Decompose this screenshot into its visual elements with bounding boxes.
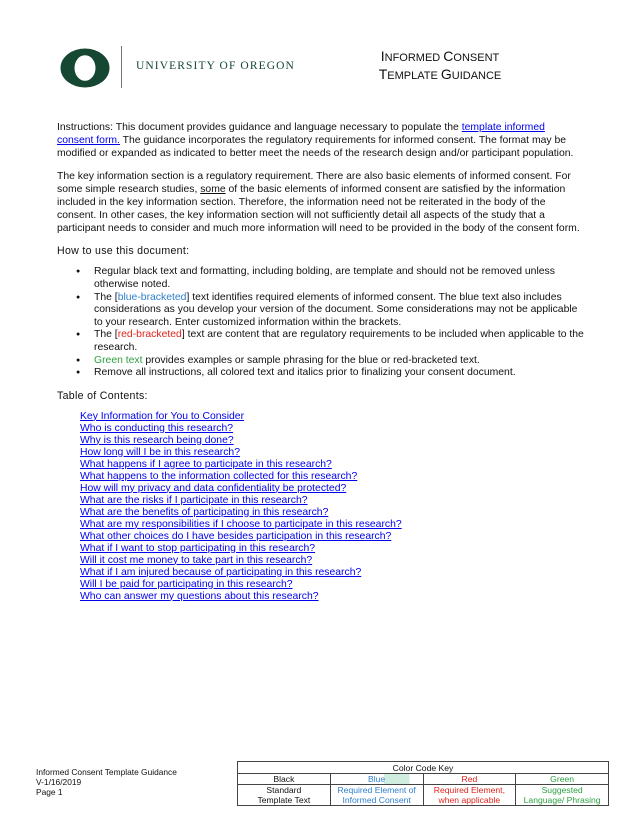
toc-link[interactable]: Who can answer my questions about this research? bbox=[80, 590, 319, 602]
color-key-black-description: Standard Template Text bbox=[238, 785, 331, 806]
toc-link[interactable]: What are the risks if I participate in this research? bbox=[80, 494, 308, 506]
toc-link[interactable]: How long will I be in this research? bbox=[80, 446, 240, 458]
toc-link[interactable]: Will it cost me money to take part in this research? bbox=[80, 554, 313, 566]
instructions-paragraph: Instructions: This document provides guidance and language necessary to populate the template informed consent form. The guidance incorporates the regulatory requirements for informed consent. The format may be modified or expanded as indicated to better meet the needs of the research design and/or participant population. bbox=[57, 122, 574, 159]
toc-link[interactable]: Why is this research being done? bbox=[80, 434, 234, 446]
color-key-red-description: Required Element, when applicable bbox=[423, 785, 516, 806]
toc-link[interactable]: What happens if I agree to participate in this research? bbox=[80, 458, 332, 470]
document-title-line-2: TEMPLATE GUIDANCE bbox=[378, 66, 502, 82]
university-name: UNIVERSITY OF OREGON bbox=[136, 60, 295, 72]
color-key-blue-description: Required Element of Informed Consent bbox=[330, 785, 423, 806]
color-key-caption: Color Code Key bbox=[238, 762, 609, 774]
template-form-link[interactable]: template informed consent form. bbox=[57, 122, 545, 146]
toc-link[interactable]: What other choices do I have besides participation in this research? bbox=[80, 530, 392, 542]
how-to-list bbox=[57, 266, 584, 379]
color-key-green-header: Green bbox=[516, 774, 609, 785]
how-to-heading: How to use this document: bbox=[57, 245, 190, 258]
toc-link[interactable]: What are my responsibilities if I choose to participate in this research? bbox=[80, 518, 402, 530]
color-code-key-table bbox=[237, 761, 609, 806]
color-key-red-header: Red bbox=[423, 774, 516, 785]
table-of-contents bbox=[57, 411, 584, 603]
how-to-item: ● Green text provides examples or sample phrasing for the blue or red-bracketed text. bbox=[57, 355, 584, 368]
toc-link[interactable]: What if I am injured because of participating in this research? bbox=[80, 566, 362, 578]
toc-link[interactable]: Key Information for You to Consider bbox=[80, 410, 245, 422]
color-key-black-header: Black bbox=[238, 774, 331, 785]
key-information-paragraph: The key information section is a regulatory requirement. There are also basic elements of informed consent. For some simple research studies, some of the basic elements of informed consent are satisfied by the information included in the key information section. Therefore, the information need not be reiterated in the body of the consent. In other cases, the key information section will not sufficiently detail all aspects of the study that a participant needs to consider and much more information will need to be provided in the body of the consent form. bbox=[57, 171, 580, 234]
toc-link[interactable]: Will I be paid for participating in this research? bbox=[80, 578, 293, 590]
toc-link[interactable]: Who is conducting this research? bbox=[80, 422, 234, 434]
toc-link[interactable]: How will my privacy and data confidentiality be protected? bbox=[80, 482, 347, 494]
footer-document-name: Informed Consent Template Guidance bbox=[36, 767, 177, 777]
footer-version: V-1/16/2019 bbox=[36, 776, 82, 787]
toc-link[interactable]: What happens to the information collected for this research? bbox=[80, 470, 358, 482]
color-key-green-description: Suggested Language/ Phrasing bbox=[516, 785, 609, 806]
how-to-item: ● The [blue-bracketed] text identifies required elements of informed consent. The blue text also includes considerations as you develop your version of the document. Some considerations may not be applicable to your research. Enter customized information within the brackets. bbox=[57, 292, 584, 330]
toc-link[interactable]: What if I want to stop participating in this research? bbox=[80, 542, 316, 554]
how-to-item: ● The [red-bracketed] text are content that are regulatory requirements to be included when applicable to the research. bbox=[57, 329, 584, 354]
logo-divider bbox=[121, 46, 122, 88]
toc-link[interactable]: What are the benefits of participating in this research? bbox=[80, 506, 329, 518]
how-to-item: ● Remove all instructions, all colored text and italics prior to finalizing your consent document. bbox=[57, 367, 584, 380]
university-o-logo-icon bbox=[60, 48, 110, 88]
footer-page-number: Page 1 bbox=[36, 786, 63, 797]
document-title bbox=[350, 48, 530, 84]
toc-heading: Table of Contents: bbox=[57, 389, 148, 402]
document-title-line-1: INFORMED CONSENT bbox=[380, 48, 500, 64]
how-to-item: ● Regular black text and formatting, including bolding, are template and should not be removed unless otherwise noted. bbox=[57, 266, 584, 291]
document-body bbox=[57, 122, 584, 603]
color-key-blue-header: Blue bbox=[330, 774, 423, 785]
footer-document-info bbox=[36, 768, 177, 797]
